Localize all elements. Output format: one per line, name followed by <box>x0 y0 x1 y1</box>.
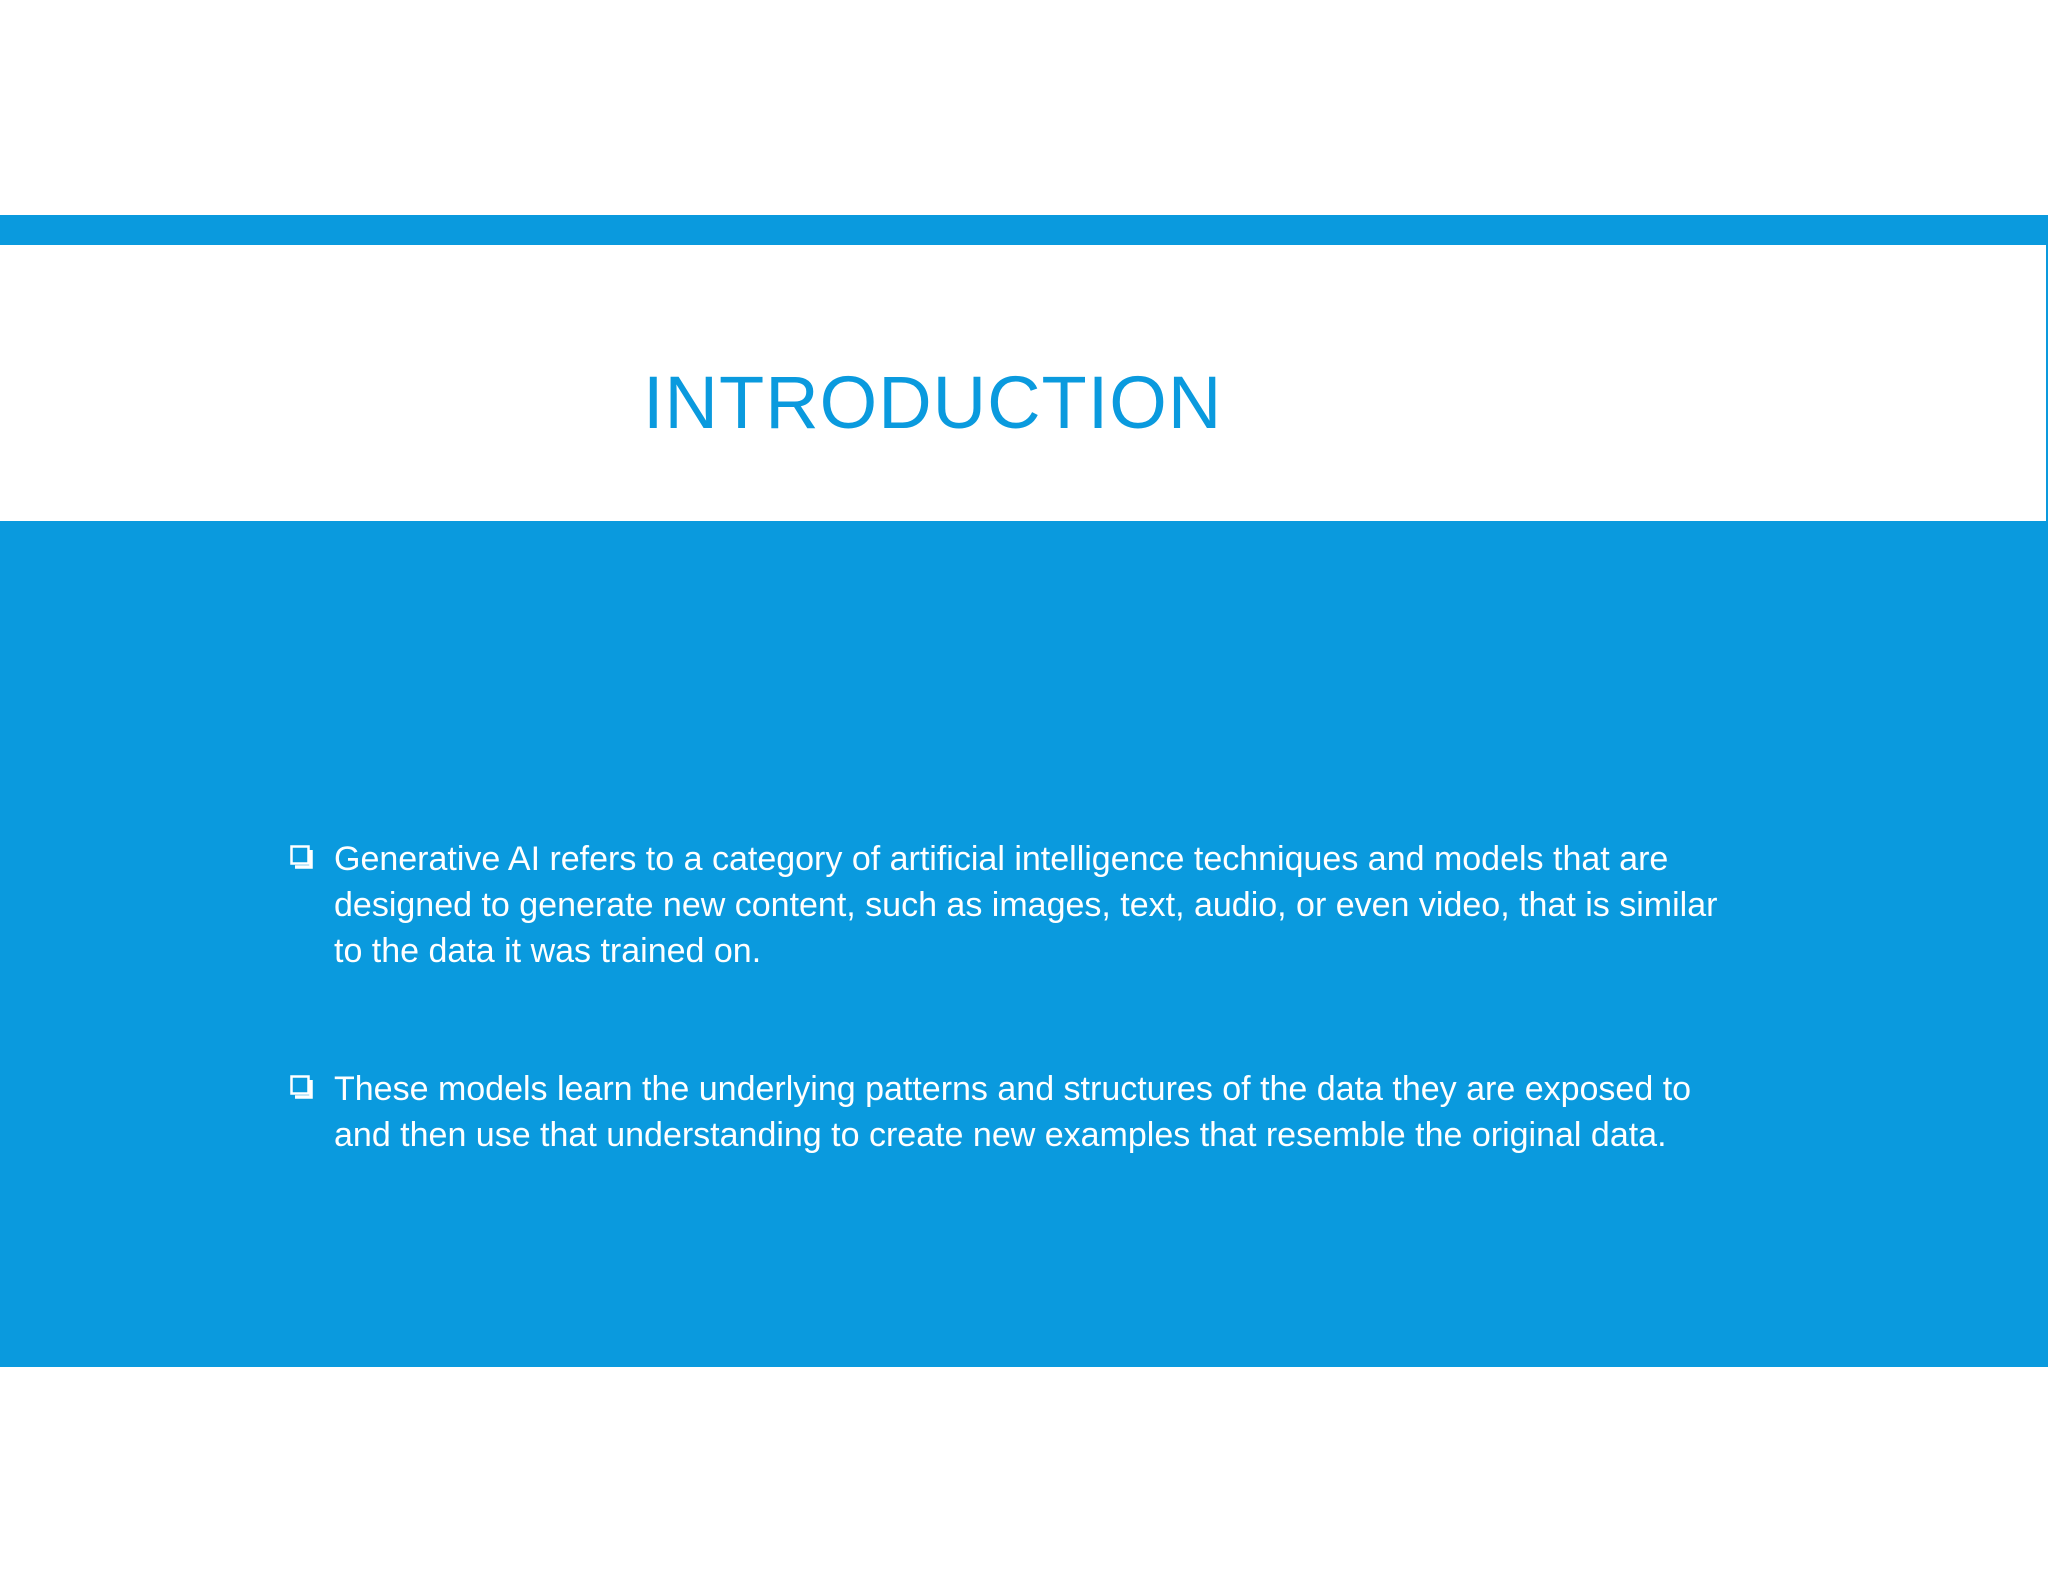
content-panel <box>0 521 2048 1367</box>
top-accent-band <box>0 215 2048 245</box>
bullet-item <box>288 1066 1748 1158</box>
bullet-item <box>288 836 1748 974</box>
slide-title: INTRODUCTION <box>643 361 1223 444</box>
checkbox-icon <box>290 1075 314 1099</box>
bullet-list <box>288 836 1748 1158</box>
bullet-text: Generative AI refers to a category of artificial intelligence techniques and models that are designed to generate new content, such as images, text, audio, or even video, that is similar to the data it was trained on. <box>334 840 1718 970</box>
bullet-text: These models learn the underlying patterns and structures of the data they are exposed to and then use that understanding to create new examples that resemble the original data. <box>334 1070 1692 1154</box>
checkbox-icon <box>290 845 314 869</box>
